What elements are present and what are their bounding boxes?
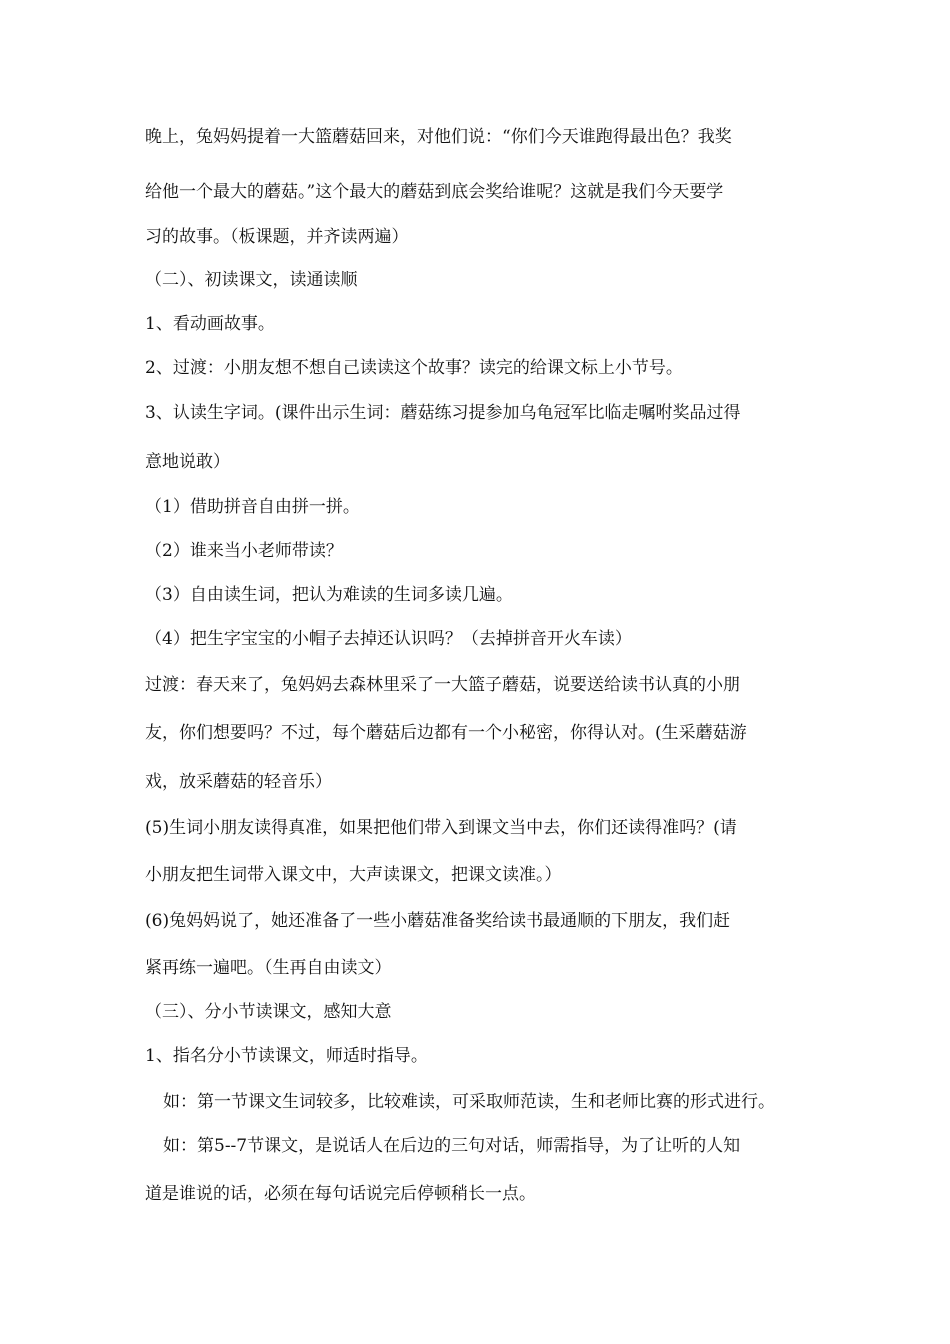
text-line: （2）谁来当小老师带读？ (145, 541, 343, 561)
text-line: 紧再练一遍吧。（生再自由读文） (145, 958, 392, 978)
text-line: （1）借助拼音自由拼一拼。 (145, 497, 360, 517)
text-line: 3、认读生字词。(课件出示生词：蘑菇练习提参加乌龟冠军比临走嘱咐奖品过得 (145, 403, 741, 423)
text-line: 小朋友把生词带入课文中，大声读课文，把课文读准。） (145, 865, 562, 885)
text-line: 如：第一节课文生词较多，比较难读，可采取师范读，生和老师比赛的形式进行。 (163, 1092, 775, 1112)
text-line: 1、看动画故事。 (145, 314, 275, 334)
section-heading: （三）、分小节读课文，感知大意 (145, 1002, 392, 1022)
text-line: 如：第5--7节课文，是说话人在后边的三句对话，师需指导，为了让听的人知 (163, 1136, 741, 1156)
text-line: (5)生词小朋友读得真准，如果把他们带入到课文当中去，你们还读得准吗？(请 (145, 818, 737, 838)
text-line: 给他一个最大的蘑菇。”这个最大的蘑菇到底会奖给谁呢？这就是我们今天要学 (145, 182, 724, 202)
text-line: 2、过渡：小朋友想不想自己读读这个故事？读完的给课文标上小节号。 (145, 358, 683, 378)
text-line: 过渡：春天来了，兔妈妈去森林里采了一大篮子蘑菇，说要送给读书认真的小朋 (145, 675, 740, 695)
section-heading: （二）、初读课文，读通读顺 (145, 270, 358, 290)
text-line: 习的故事。（板课题，并齐读两遍） (145, 227, 409, 247)
text-line: 道是谁说的话，必须在每句话说完后停顿稍长一点。 (145, 1184, 536, 1204)
text-line: （4）把生字宝宝的小帽子去掉还认识吗？（去掉拼音开火车读） (145, 629, 632, 649)
text-line: 1、指名分小节读课文，师适时指导。 (145, 1046, 428, 1066)
text-line: 意地说敢） (145, 452, 230, 472)
text-line: (6)兔妈妈说了，她还准备了一些小蘑菇准备奖给读书最通顺的下朋友，我们赶 (145, 911, 731, 931)
text-line: 晚上，兔妈妈提着一大篮蘑菇回来，对他们说：“你们今天谁跑得最出色？我奖 (145, 127, 732, 147)
text-line: （3）自由读生词，把认为难读的生词多读几遍。 (145, 585, 513, 605)
text-line: 友，你们想要吗？不过，每个蘑菇后边都有一个小秘密，你得认对。(生采蘑菇游 (145, 723, 747, 743)
text-line: 戏，放采蘑菇的轻音乐） (145, 772, 332, 792)
